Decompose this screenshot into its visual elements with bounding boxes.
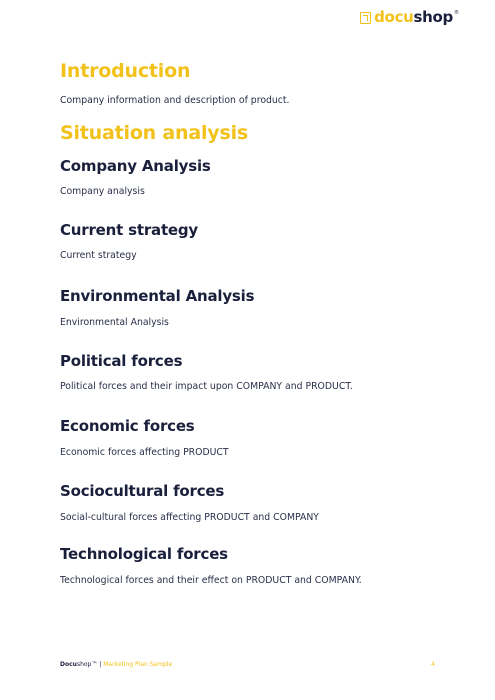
- text-current-strategy: Current strategy: [60, 250, 137, 261]
- page-footer: [60, 661, 435, 668]
- footer-brand-bold: Docu: [60, 661, 77, 668]
- heading-technological-forces: Technological forces: [60, 545, 228, 563]
- heading-environmental-analysis: Environmental Analysis: [60, 287, 255, 305]
- text-company-analysis: Company analysis: [60, 186, 145, 197]
- docushop-logo: [360, 10, 459, 25]
- docushop-logo-icon: [360, 12, 371, 24]
- heading-political-forces: Political forces: [60, 352, 183, 370]
- heading-current-strategy: Current strategy: [60, 221, 199, 239]
- text-introduction: Company information and description of product.: [60, 95, 290, 106]
- text-economic-forces: Economic forces affecting PRODUCT: [60, 447, 229, 458]
- logo-shop: shop: [413, 8, 453, 26]
- heading-sociocultural-forces: Sociocultural forces: [60, 482, 225, 500]
- page-number: 4: [431, 661, 435, 668]
- heading-situation-analysis: Situation analysis: [60, 122, 249, 144]
- footer-separator: |: [99, 661, 102, 668]
- footer-brand-rest: shop™: [76, 661, 98, 668]
- heading-economic-forces: Economic forces: [60, 417, 195, 435]
- text-political-forces: Political forces and their impact upon COMPANY and PRODUCT.: [60, 381, 353, 392]
- text-sociocultural-forces: Social-cultural forces affecting PRODUCT and COMPANY: [60, 512, 319, 523]
- logo-trademark: ®: [454, 10, 459, 16]
- heading-company-analysis: Company Analysis: [60, 157, 211, 175]
- logo-wordmark: [374, 10, 453, 25]
- footer-document-name: Marketing Plan Sample: [103, 661, 173, 668]
- heading-introduction: Introduction: [60, 60, 191, 82]
- text-technological-forces: Technological forces and their effect on PRODUCT and COMPANY.: [60, 575, 362, 586]
- text-environmental-analysis: Environmental Analysis: [60, 317, 169, 328]
- logo-docu: docu: [374, 8, 414, 26]
